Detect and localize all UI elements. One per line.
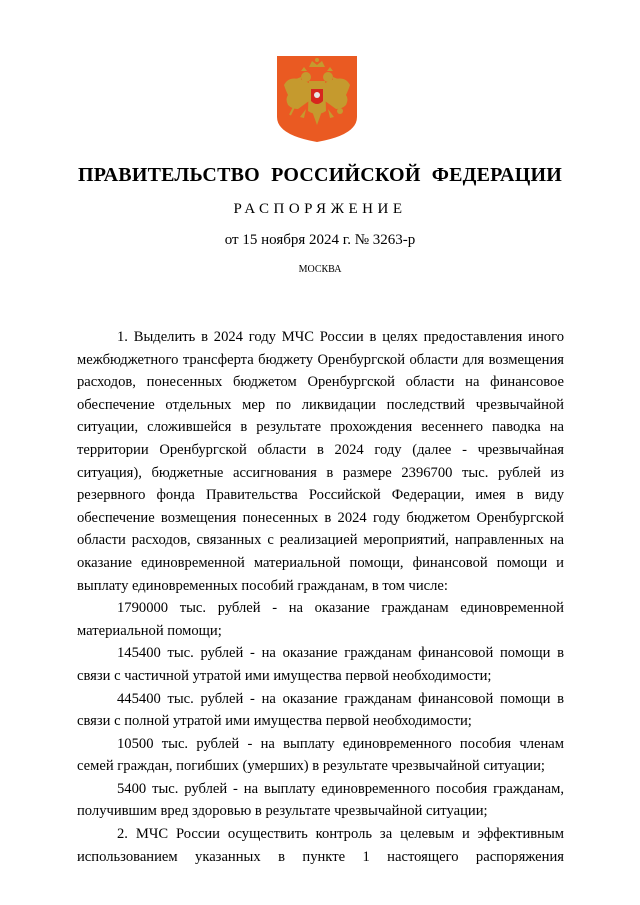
- document-body: [77, 326, 564, 868]
- paragraph: 1790000 тыс. рублей - на оказание гражданам единовременной материальной помощи;: [77, 600, 564, 639]
- document-city: МОСКВА: [298, 264, 342, 275]
- coat-of-arms-icon: [276, 55, 358, 143]
- paragraph: 10500 тыс. рублей - на выплату единовременного пособия членам семей граждан, погибших (умерших) в результате чрезвычайной ситуации;: [77, 735, 564, 775]
- paragraph: 1. Выделить в 2024 году МЧС России в целях предоставления иного межбюджетного трансферта бюджету Оренбургской области для возмещения расходов, понесенных бюджетом Оренбургской области на финансовое обеспечение отдельных мер по ликвидации последствий чрезвычайной ситуации, сложившейся в результате прохождения весеннего паводка на территории Оренбургской области в 2024 году (далее - чрезвычайная ситуация), бюджетные ассигнования в размере 2396700 тыс. рублей из резервного фонда Правительства Российской Федерации, имея в виду обеспечение возмещения понесенных в 2024 году бюджетом Оренбургской области расходов, связанных с реализацией мероприятий, направленных на оказание единовременной материальной помощи, финансовой помощи и выплату единовременных пособий гражданам, в том числе:: [77, 329, 564, 594]
- government-title: ПРАВИТЕЛЬСТВО РОССИЙСКОЙ ФЕДЕРАЦИИ: [78, 164, 562, 186]
- paragraph: 2. МЧС России осуществить контроль за целевым и эффективным использованием указанных в пункте 1 настоящего распоряжения: [77, 826, 564, 865]
- document-type: РАСПОРЯЖЕНИЕ: [233, 201, 407, 217]
- paragraph: 5400 тыс. рублей - на выплату единовременного пособия гражданам, получившим вред здоровью в результате чрезвычайной ситуации;: [77, 780, 564, 820]
- document-date-number: от 15 ноября 2024 г. № 3263-р: [224, 232, 416, 248]
- paragraph: 445400 тыс. рублей - на оказание гражданам финансовой помощи в связи с полной утратой ими имущества первой необходимости;: [77, 690, 564, 730]
- paragraph: 145400 тыс. рублей - на оказание гражданам финансовой помощи в связи с частичной утратой ими имущества первой необходимости;: [77, 645, 564, 684]
- coat-of-arms-emblem: [276, 55, 358, 143]
